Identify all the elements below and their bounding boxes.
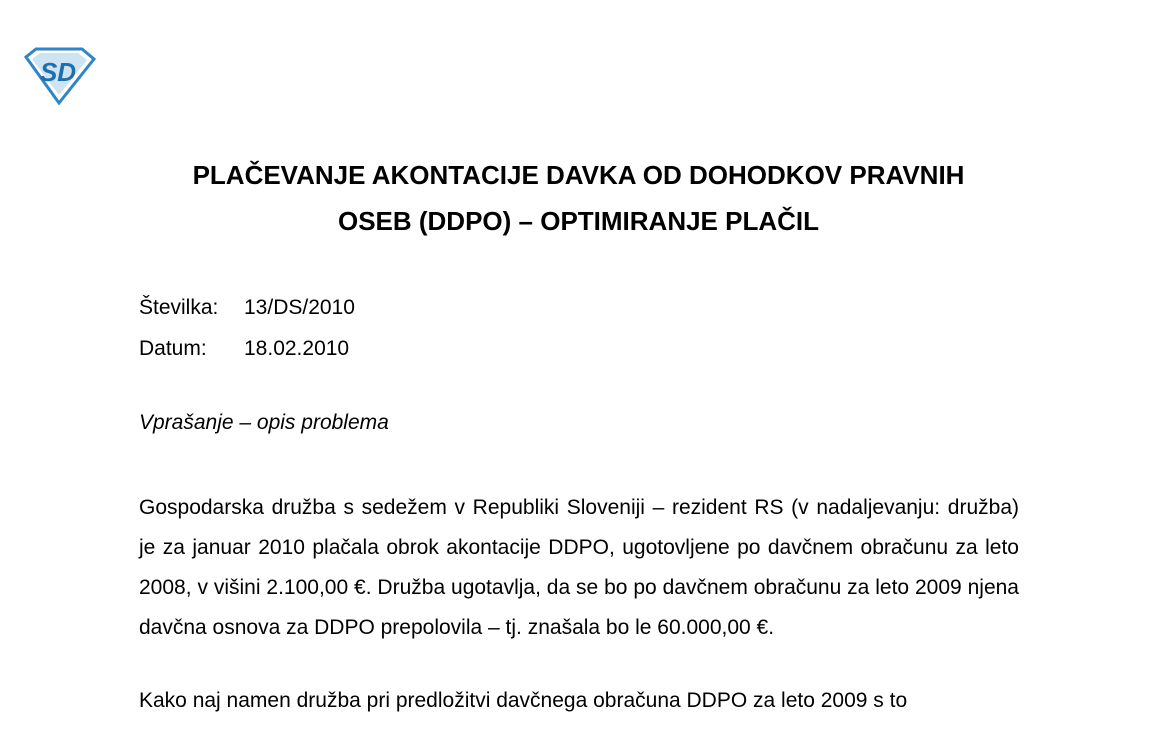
document-meta [139, 287, 355, 369]
date-label: Datum: [139, 336, 207, 360]
meta-date-row [139, 328, 355, 369]
title-line-2: OSEB (DDPO) – OPTIMIRANJE PLAČIL [337, 206, 820, 236]
logo-letters: SD [39, 57, 77, 87]
document-title [0, 152, 1157, 244]
number-value: 13/DS/2010 [244, 295, 355, 319]
date-value: 18.02.2010 [244, 336, 350, 360]
paragraph-2: Kako naj namen družba pri predložitvi davčnega obračuna DDPO za leto 2009 s to [139, 689, 908, 712]
meta-number-row [139, 287, 355, 328]
sd-logo-icon [22, 47, 96, 105]
section-heading: Vprašanje – opis problema [139, 411, 389, 434]
title-line-1: PLAČEVANJE AKONTACIJE DAVKA OD DOHODKOV PRAVNIH [192, 160, 965, 190]
paragraph-1: Gospodarska družba s sedežem v Republiki Sloveniji – rezident RS (v nadaljevanju: družba) je za januar 2010 plačala obrok akontacije DDPO, ugotovljene po davčnem obračunu za leto 2008, v višini 2.100,00 €. Družba ugotavlja, da se bo po davčnem obračunu za leto 2009 njena davčna osnova za DDPO prepolovila – tj. znašala bo le 60.000,00 €. [139, 496, 1019, 639]
body-text [139, 488, 1019, 754]
number-label: Številka: [139, 295, 219, 319]
